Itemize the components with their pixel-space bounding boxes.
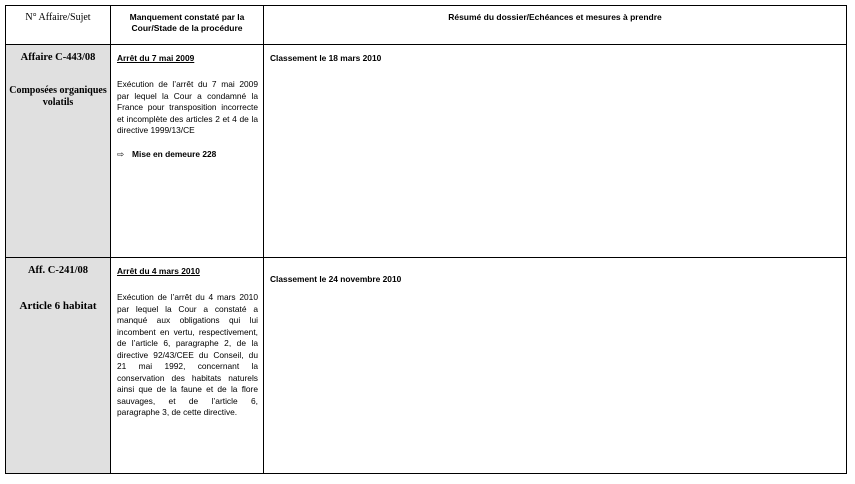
manquement-cell xyxy=(111,45,264,258)
affaire-cell xyxy=(6,258,111,474)
resume-cell xyxy=(264,45,847,258)
affaire-subject: Composées organiques volatils xyxy=(9,85,107,108)
arret-title: Arrêt du 7 mai 2009 xyxy=(117,53,195,63)
resume-text: Classement le 18 mars 2010 xyxy=(270,53,382,63)
manquement-cell xyxy=(111,258,264,474)
resume-text: Classement le 24 novembre 2010 xyxy=(270,274,402,284)
arrow-right-icon: ⇨ xyxy=(117,148,125,159)
mise-en-demeure xyxy=(117,149,258,159)
table-row xyxy=(6,45,847,258)
header-affaire: N° Affaire/Sujet xyxy=(6,6,111,45)
affaire-subject: Article 6 habitat xyxy=(19,300,97,312)
resume-cell xyxy=(264,258,847,474)
header-manquement: Manquement constaté par la Cour/Stade de la procédure xyxy=(111,6,264,45)
mise-label: Mise en demeure 228 xyxy=(132,148,217,159)
affaire-number: Affaire C-443/08 xyxy=(20,52,96,63)
arret-body: Exécution de l’arrêt du 4 mars 2010 par lequel la Cour a constaté a manqué aux obligations qui lui incombent en vertu, respectivement, de l’article 6, paragraphe 2, de la directive 92/43/CEE du Conseil, du 21 mai 1992, concernant la conservation des habitats naturels ainsi que de la faune et de la flore sauvages, et de l’article 6, paragraphe 3, de cette directive. xyxy=(117,292,258,417)
header-resume: Résumé du dossier/Echéances et mesures à prendre xyxy=(264,6,847,45)
arret-title: Arrêt du 4 mars 2010 xyxy=(117,266,200,276)
affaire-number: Aff. C-241/08 xyxy=(27,265,89,276)
procedures-table xyxy=(5,5,847,474)
affaire-cell xyxy=(6,45,111,258)
table-row xyxy=(6,258,847,474)
header-row xyxy=(6,6,847,45)
arret-body: Exécution de l’arrêt du 7 mai 2009 par lequel la Cour a condamné la France pour transposition incorrecte et incomplète des articles 2 et 4 de la directive 1999/13/CE xyxy=(117,79,258,135)
